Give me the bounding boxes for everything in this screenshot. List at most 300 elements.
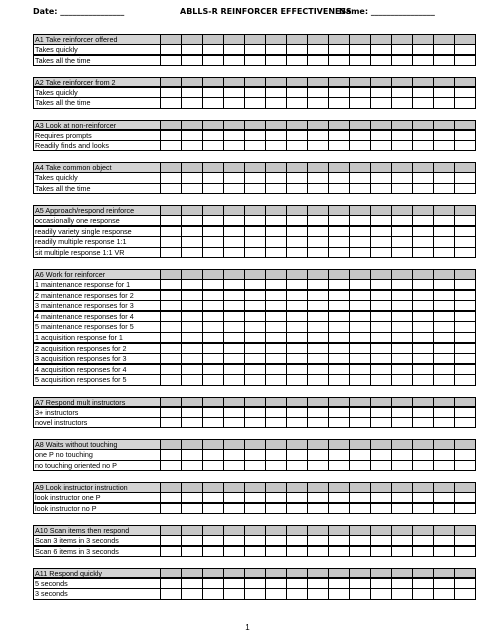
score-cell[interactable]: [328, 343, 350, 354]
score-cell[interactable]: [412, 44, 434, 55]
score-cell[interactable]: [433, 449, 455, 460]
score-cell[interactable]: [433, 130, 455, 141]
score-cell[interactable]: [181, 353, 203, 364]
score-cell[interactable]: [370, 546, 392, 557]
score-cell[interactable]: [391, 407, 413, 418]
score-cell[interactable]: [265, 300, 287, 311]
score-cell[interactable]: [391, 55, 413, 66]
score-cell[interactable]: [223, 321, 245, 332]
score-cell[interactable]: [328, 588, 350, 599]
score-cell[interactable]: [181, 97, 203, 108]
score-cell[interactable]: [349, 332, 371, 343]
score-cell[interactable]: [160, 311, 182, 322]
score-cell[interactable]: [202, 162, 224, 173]
score-cell[interactable]: [328, 417, 350, 428]
score-cell[interactable]: [244, 97, 266, 108]
score-cell[interactable]: [244, 343, 266, 354]
score-cell[interactable]: [307, 215, 329, 226]
score-cell[interactable]: [223, 417, 245, 428]
score-cell[interactable]: [328, 55, 350, 66]
score-cell[interactable]: [265, 525, 287, 536]
score-cell[interactable]: [223, 120, 245, 131]
score-cell[interactable]: [265, 321, 287, 332]
score-cell[interactable]: [433, 162, 455, 173]
score-cell[interactable]: [265, 140, 287, 151]
score-cell[interactable]: [370, 300, 392, 311]
score-cell[interactable]: [307, 397, 329, 408]
score-cell[interactable]: [223, 397, 245, 408]
score-cell[interactable]: [391, 460, 413, 471]
score-cell[interactable]: [370, 535, 392, 546]
score-cell[interactable]: [286, 120, 308, 131]
score-cell[interactable]: [349, 269, 371, 280]
score-cell[interactable]: [328, 503, 350, 514]
score-cell[interactable]: [223, 525, 245, 536]
score-cell[interactable]: [307, 140, 329, 151]
score-cell[interactable]: [349, 130, 371, 141]
score-cell[interactable]: [286, 492, 308, 503]
score-cell[interactable]: [370, 568, 392, 579]
score-cell[interactable]: [286, 503, 308, 514]
score-cell[interactable]: [223, 492, 245, 503]
score-cell[interactable]: [223, 183, 245, 194]
score-cell[interactable]: [307, 290, 329, 301]
score-cell[interactable]: [433, 290, 455, 301]
score-cell[interactable]: [202, 503, 224, 514]
score-cell[interactable]: [349, 236, 371, 247]
score-cell[interactable]: [244, 130, 266, 141]
score-cell[interactable]: [391, 34, 413, 45]
score-cell[interactable]: [349, 460, 371, 471]
score-cell[interactable]: [349, 247, 371, 258]
score-cell[interactable]: [307, 77, 329, 88]
score-cell[interactable]: [349, 407, 371, 418]
score-cell[interactable]: [223, 172, 245, 183]
score-cell[interactable]: [454, 236, 476, 247]
score-cell[interactable]: [244, 140, 266, 151]
score-cell[interactable]: [265, 97, 287, 108]
score-cell[interactable]: [202, 290, 224, 301]
score-cell[interactable]: [370, 269, 392, 280]
score-cell[interactable]: [202, 183, 224, 194]
score-cell[interactable]: [181, 332, 203, 343]
score-cell[interactable]: [391, 226, 413, 237]
score-cell[interactable]: [391, 290, 413, 301]
score-cell[interactable]: [160, 140, 182, 151]
score-cell[interactable]: [370, 34, 392, 45]
score-cell[interactable]: [307, 205, 329, 216]
score-cell[interactable]: [433, 332, 455, 343]
score-cell[interactable]: [223, 578, 245, 589]
score-cell[interactable]: [307, 130, 329, 141]
score-cell[interactable]: [307, 525, 329, 536]
score-cell[interactable]: [454, 482, 476, 493]
score-cell[interactable]: [286, 407, 308, 418]
score-cell[interactable]: [202, 449, 224, 460]
score-cell[interactable]: [370, 321, 392, 332]
score-cell[interactable]: [412, 492, 434, 503]
score-cell[interactable]: [181, 269, 203, 280]
score-cell[interactable]: [391, 183, 413, 194]
score-cell[interactable]: [433, 568, 455, 579]
score-cell[interactable]: [454, 172, 476, 183]
score-cell[interactable]: [181, 578, 203, 589]
score-cell[interactable]: [265, 183, 287, 194]
score-cell[interactable]: [454, 407, 476, 418]
score-cell[interactable]: [454, 343, 476, 354]
score-cell[interactable]: [223, 353, 245, 364]
score-cell[interactable]: [223, 300, 245, 311]
score-cell[interactable]: [223, 568, 245, 579]
score-cell[interactable]: [328, 321, 350, 332]
score-cell[interactable]: [202, 247, 224, 258]
score-cell[interactable]: [328, 535, 350, 546]
score-cell[interactable]: [412, 568, 434, 579]
score-cell[interactable]: [433, 311, 455, 322]
score-cell[interactable]: [454, 279, 476, 290]
score-cell[interactable]: [307, 87, 329, 98]
score-cell[interactable]: [265, 482, 287, 493]
score-cell[interactable]: [265, 162, 287, 173]
score-cell[interactable]: [349, 568, 371, 579]
score-cell[interactable]: [181, 247, 203, 258]
score-cell[interactable]: [202, 397, 224, 408]
score-cell[interactable]: [433, 374, 455, 385]
score-cell[interactable]: [265, 407, 287, 418]
score-cell[interactable]: [307, 417, 329, 428]
score-cell[interactable]: [265, 546, 287, 557]
score-cell[interactable]: [223, 588, 245, 599]
score-cell[interactable]: [391, 279, 413, 290]
score-cell[interactable]: [307, 546, 329, 557]
score-cell[interactable]: [265, 236, 287, 247]
score-cell[interactable]: [307, 55, 329, 66]
score-cell[interactable]: [160, 588, 182, 599]
score-cell[interactable]: [433, 279, 455, 290]
score-cell[interactable]: [307, 162, 329, 173]
score-cell[interactable]: [265, 568, 287, 579]
score-cell[interactable]: [454, 417, 476, 428]
score-cell[interactable]: [454, 492, 476, 503]
score-cell[interactable]: [286, 482, 308, 493]
score-cell[interactable]: [412, 140, 434, 151]
score-cell[interactable]: [160, 172, 182, 183]
score-cell[interactable]: [265, 449, 287, 460]
score-cell[interactable]: [328, 162, 350, 173]
score-cell[interactable]: [181, 417, 203, 428]
score-cell[interactable]: [265, 374, 287, 385]
score-cell[interactable]: [412, 226, 434, 237]
score-cell[interactable]: [328, 290, 350, 301]
score-cell[interactable]: [223, 439, 245, 450]
score-cell[interactable]: [181, 215, 203, 226]
score-cell[interactable]: [223, 247, 245, 258]
score-cell[interactable]: [412, 236, 434, 247]
score-cell[interactable]: [286, 439, 308, 450]
score-cell[interactable]: [370, 460, 392, 471]
score-cell[interactable]: [181, 374, 203, 385]
score-cell[interactable]: [412, 364, 434, 375]
score-cell[interactable]: [349, 55, 371, 66]
score-cell[interactable]: [412, 247, 434, 258]
score-cell[interactable]: [370, 290, 392, 301]
score-cell[interactable]: [160, 183, 182, 194]
score-cell[interactable]: [244, 215, 266, 226]
score-cell[interactable]: [370, 77, 392, 88]
score-cell[interactable]: [349, 535, 371, 546]
score-cell[interactable]: [286, 87, 308, 98]
score-cell[interactable]: [454, 588, 476, 599]
score-cell[interactable]: [307, 460, 329, 471]
score-cell[interactable]: [181, 140, 203, 151]
score-cell[interactable]: [265, 492, 287, 503]
score-cell[interactable]: [391, 247, 413, 258]
score-cell[interactable]: [391, 205, 413, 216]
score-cell[interactable]: [370, 172, 392, 183]
score-cell[interactable]: [349, 215, 371, 226]
score-cell[interactable]: [391, 503, 413, 514]
score-cell[interactable]: [265, 120, 287, 131]
score-cell[interactable]: [181, 290, 203, 301]
score-cell[interactable]: [454, 332, 476, 343]
score-cell[interactable]: [454, 353, 476, 364]
score-cell[interactable]: [181, 343, 203, 354]
score-cell[interactable]: [202, 55, 224, 66]
score-cell[interactable]: [181, 44, 203, 55]
score-cell[interactable]: [160, 34, 182, 45]
score-cell[interactable]: [223, 130, 245, 141]
score-cell[interactable]: [307, 226, 329, 237]
score-cell[interactable]: [202, 364, 224, 375]
score-cell[interactable]: [412, 353, 434, 364]
score-cell[interactable]: [160, 492, 182, 503]
score-cell[interactable]: [328, 34, 350, 45]
score-cell[interactable]: [391, 535, 413, 546]
score-cell[interactable]: [265, 439, 287, 450]
score-cell[interactable]: [328, 247, 350, 258]
score-cell[interactable]: [328, 172, 350, 183]
score-cell[interactable]: [223, 460, 245, 471]
score-cell[interactable]: [202, 578, 224, 589]
score-cell[interactable]: [433, 120, 455, 131]
score-cell[interactable]: [328, 311, 350, 322]
score-cell[interactable]: [160, 449, 182, 460]
score-cell[interactable]: [244, 162, 266, 173]
score-cell[interactable]: [286, 460, 308, 471]
score-cell[interactable]: [412, 439, 434, 450]
score-cell[interactable]: [286, 44, 308, 55]
score-cell[interactable]: [307, 236, 329, 247]
score-cell[interactable]: [223, 236, 245, 247]
score-cell[interactable]: [160, 236, 182, 247]
score-cell[interactable]: [454, 120, 476, 131]
score-cell[interactable]: [307, 439, 329, 450]
score-cell[interactable]: [454, 55, 476, 66]
score-cell[interactable]: [265, 311, 287, 322]
score-cell[interactable]: [328, 397, 350, 408]
score-cell[interactable]: [160, 120, 182, 131]
score-cell[interactable]: [307, 449, 329, 460]
score-cell[interactable]: [202, 130, 224, 141]
score-cell[interactable]: [160, 535, 182, 546]
score-cell[interactable]: [202, 535, 224, 546]
score-cell[interactable]: [412, 546, 434, 557]
score-cell[interactable]: [454, 364, 476, 375]
score-cell[interactable]: [265, 205, 287, 216]
score-cell[interactable]: [202, 374, 224, 385]
score-cell[interactable]: [160, 546, 182, 557]
score-cell[interactable]: [412, 205, 434, 216]
score-cell[interactable]: [223, 215, 245, 226]
score-cell[interactable]: [370, 343, 392, 354]
score-cell[interactable]: [454, 321, 476, 332]
score-cell[interactable]: [202, 226, 224, 237]
score-cell[interactable]: [454, 215, 476, 226]
score-cell[interactable]: [202, 44, 224, 55]
score-cell[interactable]: [160, 300, 182, 311]
score-cell[interactable]: [433, 236, 455, 247]
score-cell[interactable]: [181, 525, 203, 536]
score-cell[interactable]: [265, 578, 287, 589]
score-cell[interactable]: [265, 34, 287, 45]
score-cell[interactable]: [160, 269, 182, 280]
score-cell[interactable]: [328, 120, 350, 131]
score-cell[interactable]: [433, 397, 455, 408]
score-cell[interactable]: [307, 364, 329, 375]
score-cell[interactable]: [370, 183, 392, 194]
score-cell[interactable]: [412, 343, 434, 354]
score-cell[interactable]: [307, 183, 329, 194]
score-cell[interactable]: [307, 172, 329, 183]
score-cell[interactable]: [349, 374, 371, 385]
score-cell[interactable]: [454, 34, 476, 45]
score-cell[interactable]: [244, 77, 266, 88]
score-cell[interactable]: [412, 503, 434, 514]
score-cell[interactable]: [244, 353, 266, 364]
score-cell[interactable]: [433, 353, 455, 364]
score-cell[interactable]: [454, 130, 476, 141]
score-cell[interactable]: [328, 269, 350, 280]
score-cell[interactable]: [265, 215, 287, 226]
score-cell[interactable]: [412, 162, 434, 173]
score-cell[interactable]: [433, 300, 455, 311]
score-cell[interactable]: [412, 397, 434, 408]
score-cell[interactable]: [328, 353, 350, 364]
score-cell[interactable]: [349, 364, 371, 375]
score-cell[interactable]: [349, 546, 371, 557]
score-cell[interactable]: [265, 332, 287, 343]
score-cell[interactable]: [370, 87, 392, 98]
score-cell[interactable]: [349, 525, 371, 536]
score-cell[interactable]: [286, 321, 308, 332]
score-cell[interactable]: [328, 578, 350, 589]
score-cell[interactable]: [223, 290, 245, 301]
score-cell[interactable]: [328, 77, 350, 88]
score-cell[interactable]: [433, 269, 455, 280]
score-cell[interactable]: [391, 492, 413, 503]
score-cell[interactable]: [412, 120, 434, 131]
score-cell[interactable]: [223, 226, 245, 237]
score-cell[interactable]: [244, 300, 266, 311]
score-cell[interactable]: [370, 97, 392, 108]
score-cell[interactable]: [412, 374, 434, 385]
score-cell[interactable]: [349, 87, 371, 98]
score-cell[interactable]: [391, 397, 413, 408]
score-cell[interactable]: [181, 311, 203, 322]
score-cell[interactable]: [244, 279, 266, 290]
score-cell[interactable]: [454, 503, 476, 514]
score-cell[interactable]: [223, 449, 245, 460]
score-cell[interactable]: [391, 162, 413, 173]
score-cell[interactable]: [223, 162, 245, 173]
score-cell[interactable]: [160, 226, 182, 237]
score-cell[interactable]: [433, 205, 455, 216]
score-cell[interactable]: [328, 449, 350, 460]
score-cell[interactable]: [307, 247, 329, 258]
score-cell[interactable]: [265, 279, 287, 290]
score-cell[interactable]: [349, 578, 371, 589]
score-cell[interactable]: [370, 492, 392, 503]
score-cell[interactable]: [454, 311, 476, 322]
score-cell[interactable]: [265, 130, 287, 141]
score-cell[interactable]: [244, 588, 266, 599]
score-cell[interactable]: [202, 492, 224, 503]
score-cell[interactable]: [433, 44, 455, 55]
score-cell[interactable]: [349, 588, 371, 599]
score-cell[interactable]: [433, 77, 455, 88]
score-cell[interactable]: [223, 407, 245, 418]
score-cell[interactable]: [370, 449, 392, 460]
score-cell[interactable]: [286, 162, 308, 173]
score-cell[interactable]: [454, 568, 476, 579]
score-cell[interactable]: [160, 87, 182, 98]
score-cell[interactable]: [286, 397, 308, 408]
score-cell[interactable]: [307, 407, 329, 418]
score-cell[interactable]: [181, 439, 203, 450]
score-cell[interactable]: [244, 55, 266, 66]
score-cell[interactable]: [202, 140, 224, 151]
score-cell[interactable]: [307, 311, 329, 322]
score-cell[interactable]: [202, 439, 224, 450]
score-cell[interactable]: [244, 290, 266, 301]
score-cell[interactable]: [160, 374, 182, 385]
score-cell[interactable]: [160, 97, 182, 108]
score-cell[interactable]: [454, 77, 476, 88]
score-cell[interactable]: [307, 503, 329, 514]
score-cell[interactable]: [454, 247, 476, 258]
score-cell[interactable]: [412, 578, 434, 589]
score-cell[interactable]: [202, 87, 224, 98]
score-cell[interactable]: [265, 535, 287, 546]
score-cell[interactable]: [286, 140, 308, 151]
score-cell[interactable]: [328, 546, 350, 557]
score-cell[interactable]: [307, 279, 329, 290]
score-cell[interactable]: [160, 44, 182, 55]
score-cell[interactable]: [286, 449, 308, 460]
score-cell[interactable]: [433, 439, 455, 450]
score-cell[interactable]: [286, 226, 308, 237]
score-cell[interactable]: [244, 205, 266, 216]
score-cell[interactable]: [286, 97, 308, 108]
score-cell[interactable]: [265, 503, 287, 514]
score-cell[interactable]: [181, 503, 203, 514]
score-cell[interactable]: [454, 535, 476, 546]
score-cell[interactable]: [181, 120, 203, 131]
score-cell[interactable]: [181, 588, 203, 599]
score-cell[interactable]: [412, 97, 434, 108]
score-cell[interactable]: [433, 87, 455, 98]
score-cell[interactable]: [244, 172, 266, 183]
